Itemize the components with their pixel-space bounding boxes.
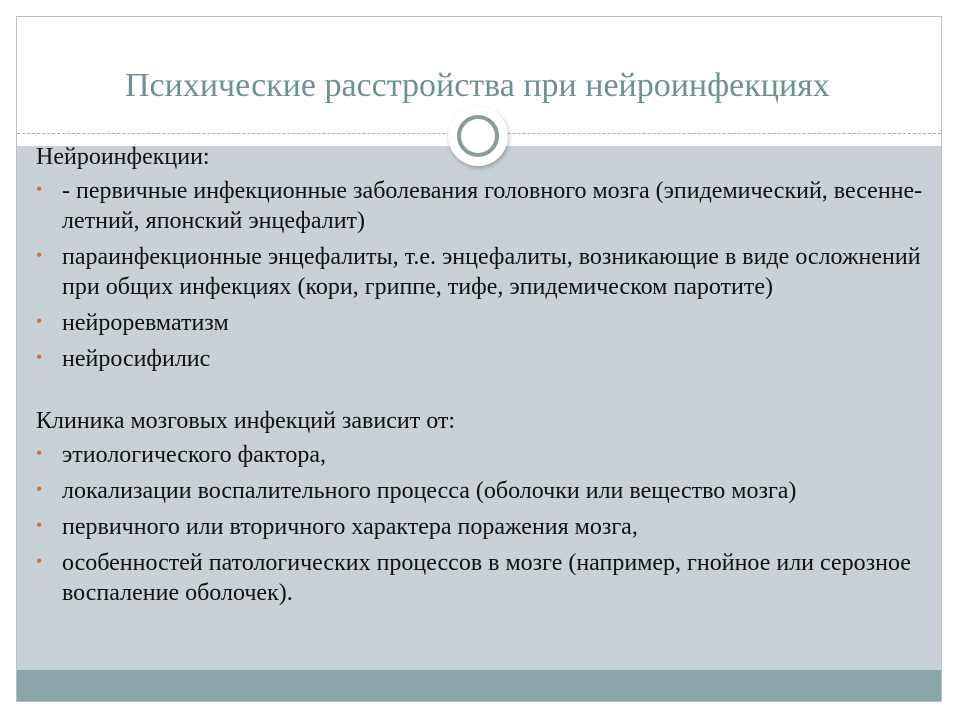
list-item-text: нейроревматизм [62,310,229,336]
list-item [36,476,936,506]
footer-bar [17,670,941,701]
list-item-text: нейросифилис [62,346,211,372]
list-item [36,308,936,338]
bullet-icon: • [36,479,43,499]
slide-title: Психические расстройства при нейроинфекциях [125,67,830,104]
list-item-text: особенностей патологических процессов в мозге (например, гнойное или серозное воспаление оболочек). [62,550,911,606]
list-item [36,512,936,542]
list-item [36,548,936,608]
list-item [36,176,936,236]
section-heading-neuroinfections: Нейроинфекции: [36,144,210,170]
list-item-text: - первичные инфекционные заболевания головного мозга (эпидемический, весенне-летний, японский энцефалит) [62,178,923,234]
list-item-text: локализации воспалительного процесса (оболочки или вещество мозга) [62,478,797,504]
list-item [36,440,936,470]
list-item-text: параинфекционные энцефалиты, т.е. энцефалиты, возникающие в виде осложнений при общих инфекциях (кори, гриппе, тифе, эпидемическом паротите) [62,244,921,300]
list-item-text: первичного или вторичного характера поражения мозга, [62,514,638,540]
bullet-icon: • [36,551,43,571]
list-item [36,344,936,374]
bullet-icon: • [36,311,43,331]
bullet-icon: • [36,347,43,367]
neuroinfections-list [36,176,936,374]
slide-body [36,142,936,614]
list-item-text: этиологического фактора, [62,442,327,468]
clinic-factors-list [36,440,936,608]
list-item [36,242,936,302]
bullet-icon: • [36,515,43,535]
section-heading-clinic: Клиника мозговых инфекций зависит от: [36,408,456,434]
bullet-icon: • [36,179,43,199]
bullet-icon: • [36,443,43,463]
bullet-icon: • [36,245,43,265]
